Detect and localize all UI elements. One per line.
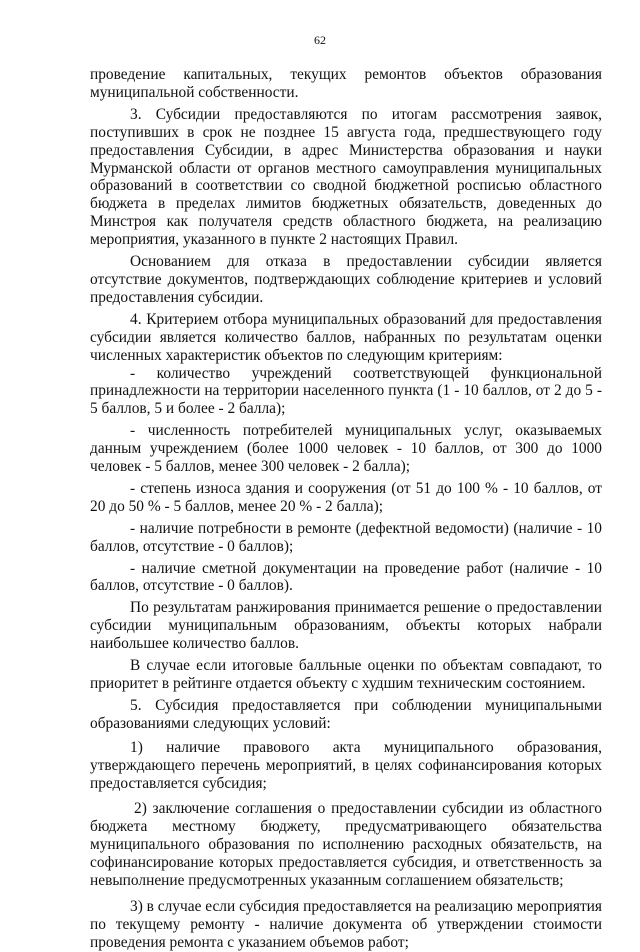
paragraph-refusal-grounds: Основанием для отказа в предоставлении субсидии является отсутствие документов, подтверждающих соблюдение критериев и условий предоставления субсидии.: [90, 253, 602, 306]
paragraph-tie-break: В случае если итоговые балльные оценки по объектам совпадают, то приоритет в рейтинге отдается объекту с худшим техническим состоянием.: [90, 657, 602, 692]
criterion-consumers: - численность потребителей муниципальных услуг, оказываемых данным учреждением (более 1000 человек - 10 баллов, от 300 до 1000 человек - 5 баллов, менее 300 человек - 2 балла);: [90, 422, 602, 476]
paragraph-clause-4: 4. Критерием отбора муниципальных образований для предоставления субсидии является количество баллов, набранных по результатам оценки численных характеристик объектов по следующим критериям:: [90, 310, 602, 364]
criterion-estimate-docs: - наличие сметной документации на проведение работ (наличие - 10 баллов, отсутствие - 0 баллов).: [90, 559, 602, 595]
criterion-wear: - степень износа здания и сооружения (от 51 до 100 % - 10 баллов, от 20 до 50 % - 5 баллов, менее 20 % - 2 балла);: [90, 479, 602, 515]
paragraph-clause-5: 5. Субсидия предоставляется при соблюдении муниципальными образованиями следующих условий:: [90, 696, 602, 732]
condition-3: 3) в случае если субсидия предоставляется на реализацию мероприятия по текущему ремонту - наличие документа об утверждении стоимости проведения ремонта с указанием объемов работ;: [90, 897, 602, 951]
criterion-institutions: - количество учреждений соответствующей функциональной принадлежности на территории населенного пункта (1 - 10 баллов, от 2 до 5 - 5 баллов, 5 и более - 2 балла);: [90, 364, 602, 418]
condition-1: 1) наличие правового акта муниципального образования, утверждающего перечень мероприятий, в целях софинансирования которых предоставляется субсидия;: [90, 738, 602, 792]
paragraph-continuation: проведение капитальных, текущих ремонтов объектов образования муниципальной собственности.: [90, 66, 602, 101]
paragraph-ranking: По результатам ранжирования принимается решение о предоставлении субсидии муниципальным образованиям, объекты которых набрали наибольшее количество баллов.: [90, 599, 602, 653]
document-body: [90, 66, 602, 952]
page-number: 62: [314, 33, 326, 47]
paragraph-clause-3: 3. Субсидии предоставляются по итогам рассмотрения заявок, поступивших в срок не позднее 15 августа года, предшествующего году предоставления Субсидии, в адрес Министерства образования и науки Мурманской области от органов местного самоуправления муниципальных образований в соответствии со сводной бюджетной росписью областного бюджета в пределах лимитов бюджетных обязательств, доведенных до Минстроя как получателя средств областного бюджета, на реализацию мероприятия, указанного в пункте 2 настоящих Правил.: [90, 105, 602, 249]
condition-2: 2) заключение соглашения о предоставлении субсидии из областного бюджета местному бюджету, предусматривающего обязательства муниципального образования по исполнению расходных обязательств, на софинансирование которых предоставляется субсидия, и ответственность за невыполнение предусмотренных указанным соглашением обязательств;: [90, 800, 602, 890]
criterion-repair-need: - наличие потребности в ремонте (дефектной ведомости) (наличие - 10 баллов, отсутствие - 0 баллов);: [90, 519, 602, 555]
